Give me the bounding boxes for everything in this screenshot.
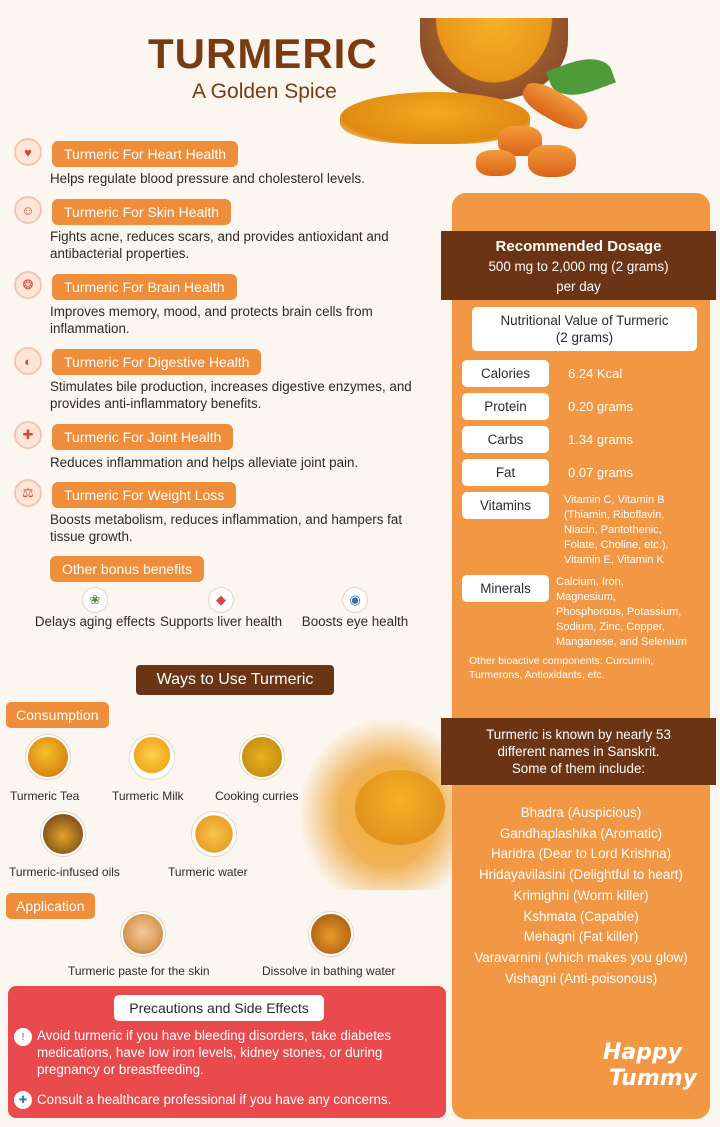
bioactive-line: Other bioactive components: Curcumin, (469, 655, 654, 667)
sanskrit-name: Vishagni (Anti-poisonous) (504, 970, 658, 986)
joint-icon: ✚ (14, 421, 42, 449)
use-label-curries: Cooking curries (215, 789, 299, 803)
minerals-line: Phosphorous, Potassium, (556, 606, 682, 618)
bonus-item-eye: Boosts eye health (301, 614, 409, 629)
benefit-pill-skin: Turmeric For Skin Health (52, 199, 231, 225)
ways-to-use-heading: Ways to Use Turmeric (136, 665, 334, 695)
sanskrit-name: Hridayavilasini (Delightful to heart) (479, 867, 683, 883)
vitamins-list (564, 493, 706, 568)
nutrition-label-fat: Fat (462, 459, 549, 486)
dosage-value-per-day: per day (556, 279, 601, 294)
use-label-paste: Turmeric paste for the skin (68, 964, 210, 978)
application-label: Application (6, 893, 95, 919)
sanskrit-name: Kshmata (Capable) (523, 908, 639, 924)
nutrition-value-fat: 0.07 grams (568, 465, 634, 480)
benefit-desc-weight: Boosts metabolism, reduces inflammation, and hampers fat tissue growth. (50, 512, 403, 544)
minerals-list (556, 575, 708, 650)
nutrition-serving: (2 grams) (555, 330, 614, 345)
minerals-line: Sodium, Zinc, Copper, (556, 621, 665, 633)
nutrition-title: Nutritional Value of Turmeric (500, 313, 669, 328)
sanskrit-name: Gandhaplashika (Aromatic) (499, 825, 663, 841)
benefit-pill-joint: Turmeric For Joint Health (52, 424, 233, 450)
bonus-benefits-label: Other bonus benefits (50, 556, 204, 582)
nutrition-label-calories: Calories (462, 360, 549, 387)
sanskrit-intro-line: Turmeric is known by nearly 53 (486, 727, 671, 742)
precaution-item: Consult a healthcare professional if you have any concerns. (37, 1092, 392, 1107)
vitamins-line: Vitamin C, Vitamin B (564, 494, 665, 506)
benefit-desc-heart: Helps regulate blood pressure and cholesterol levels. (50, 171, 365, 186)
use-label-oils: Turmeric-infused oils (9, 865, 120, 879)
benefit-pill-brain: Turmeric For Brain Health (52, 274, 237, 300)
precautions-title: Precautions and Side Effects (114, 995, 324, 1021)
heart-icon: ♥ (14, 138, 42, 166)
sanskrit-intro-line: Some of them include: (511, 761, 646, 776)
dosage-box (441, 231, 716, 300)
page-subtitle: A Golden Spice (192, 80, 337, 103)
sanskrit-name: Haridra (Dear to Lord Krishna) (490, 846, 672, 862)
turmeric-oils-icon (41, 812, 85, 856)
use-label-milk: Turmeric Milk (112, 789, 184, 803)
minerals-line: Manganese, and Selenium (556, 636, 687, 648)
benefit-pill-weight: Turmeric For Weight Loss (52, 482, 236, 508)
scale-icon: ⚖ (14, 479, 42, 507)
sanskrit-names-intro (441, 718, 716, 785)
vitamins-line: (Thiamin, Riboflavin, (564, 509, 665, 521)
sanskrit-name: Varavarnini (which makes you glow) (474, 949, 688, 965)
benefit-desc-digestive: Stimulates bile production, increases digestive enzymes, and provides anti-inflammatory benefits. (50, 379, 412, 411)
nutrition-label-minerals: Minerals (462, 575, 549, 602)
dosage-value: 500 mg to 2,000 mg (2 grams) (488, 259, 669, 274)
dosage-title: Recommended Dosage (495, 238, 662, 255)
precaution-item: Avoid turmeric if you have bleeding disorders, take diabetes medications, have low iron levels, kidney stones, or during pregnancy or breastfeeding. (37, 1028, 392, 1077)
minerals-line: Magnesium, (556, 591, 616, 603)
face-icon: ☺ (14, 196, 42, 224)
happy-tummy-logo (603, 1040, 703, 1092)
benefit-pill-digestive: Turmeric For Digestive Health (52, 349, 261, 375)
benefit-desc-brain: Improves memory, mood, and protects brain cells from inflammation. (50, 304, 373, 336)
spoon-bowl-image (355, 770, 445, 845)
minerals-line: Calcium, Iron, (556, 576, 624, 588)
nutrition-value-carbs: 1.34 grams (568, 432, 634, 447)
turmeric-root-image (528, 145, 576, 177)
turmeric-root-image (476, 150, 516, 176)
eye-icon: ◉ (342, 587, 368, 613)
consumption-label: Consumption (6, 702, 109, 728)
sanskrit-names-list (452, 803, 710, 989)
sanskrit-name: Krimighni (Worm killer) (513, 887, 649, 903)
page-title: TURMERIC (148, 30, 378, 77)
vitamins-line: Folate, Choline, etc.), (564, 539, 669, 551)
brain-icon: ❂ (14, 271, 42, 299)
benefit-pill-heart: Turmeric For Heart Health (52, 141, 238, 167)
turmeric-tea-icon (26, 735, 70, 779)
turmeric-paste-icon (121, 912, 165, 956)
use-label-tea: Turmeric Tea (10, 789, 80, 803)
benefit-desc-joint: Reduces inflammation and helps alleviate joint pain. (50, 455, 359, 470)
sanskrit-name: Mehagni (Fat killer) (523, 929, 639, 945)
logo-line: Happy (603, 1040, 683, 1065)
turmeric-water-icon (192, 812, 236, 856)
warning-icon: ! (14, 1028, 32, 1046)
benefit-desc-skin: Fights acne, reduces scars, and provides antioxidant and antibacterial properties. (50, 229, 389, 261)
cooking-curries-icon (240, 735, 284, 779)
other-bioactive-components (469, 654, 705, 682)
bonus-item-aging: Delays aging effects (34, 614, 156, 629)
liver-icon: ◆ (208, 587, 234, 613)
nutrition-value-calories: 6.24 Kcal (568, 366, 623, 381)
bathing-water-icon (309, 912, 353, 956)
use-label-water: Turmeric water (168, 865, 248, 879)
bonus-item-liver: Supports liver health (159, 614, 283, 629)
nutrition-label-carbs: Carbs (462, 426, 549, 453)
nutrition-value-protein: 0.20 grams (568, 399, 634, 414)
vitamins-line: Vitamin E, Vitamin K (564, 554, 664, 566)
turmeric-milk-icon (130, 735, 174, 779)
logo-line: Tummy (609, 1066, 698, 1091)
stomach-icon: ◐ (14, 347, 42, 375)
sanskrit-name: Bhadra (Auspicious) (520, 805, 642, 820)
doctor-icon: ✚ (14, 1091, 32, 1109)
nutrition-title-box (472, 307, 697, 351)
sanskrit-intro-line: different names in Sanskrit. (497, 744, 660, 759)
aging-icon: ❀ (82, 587, 108, 613)
vitamins-line: Niacin, Pantothenic, (564, 524, 662, 536)
use-label-bathing: Dissolve in bathing water (262, 964, 396, 978)
nutrition-label-vitamins: Vitamins (462, 492, 549, 519)
bioactive-line: Turmerons, Antioxidants, etc. (469, 669, 605, 681)
nutrition-label-protein: Protein (462, 393, 549, 420)
